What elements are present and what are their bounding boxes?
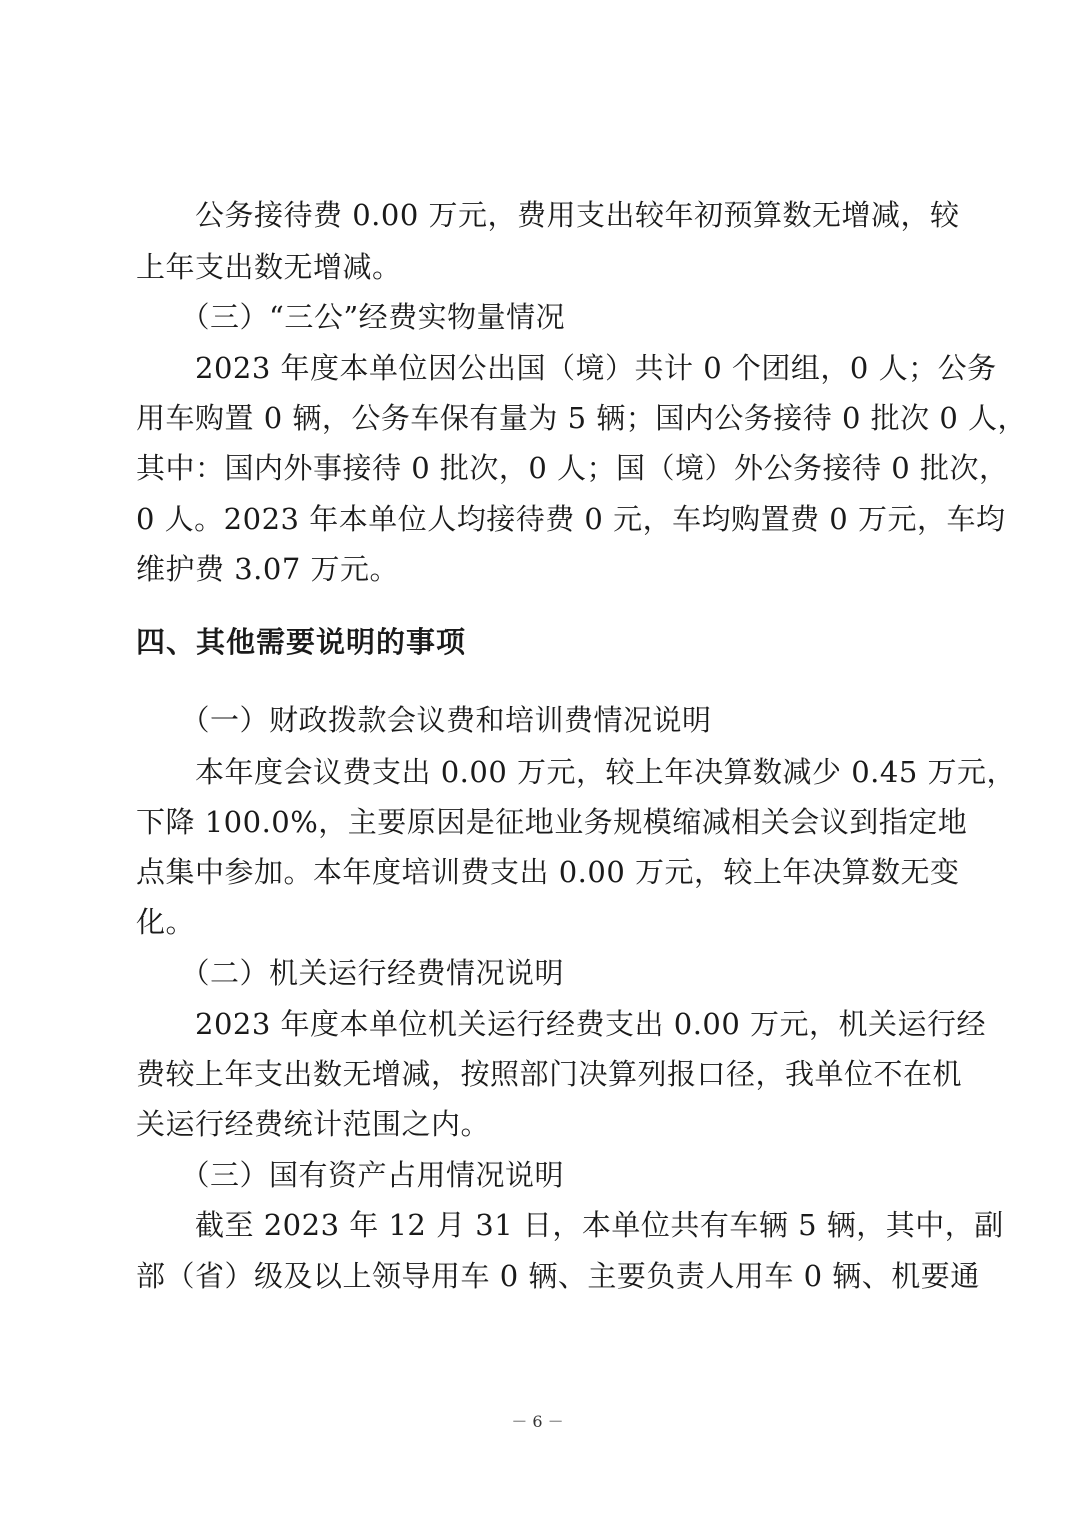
paragraph-line: 关运行经费统计范围之内。 xyxy=(136,1107,491,1141)
paragraph-line: 2023 年度本单位机关运行经费支出 0.00 万元，机关运行经 xyxy=(136,1007,987,1041)
paragraph-line: 2023 年度本单位因公出国（境）共计 0 个团组，0 人；公务 xyxy=(136,351,997,385)
paragraph-line: 维护费 3.07 万元。 xyxy=(136,552,400,586)
paragraph-line: 截至 2023 年 12 月 31 日，本单位共有车辆 5 辆，其中，副 xyxy=(136,1208,1004,1242)
paragraph-line: 0 人。2023 年本单位人均接待费 0 元，车均购置费 0 万元，车均 xyxy=(136,502,1006,536)
paragraph-line: 公务接待费 0.00 万元，费用支出较年初预算数无增减，较 xyxy=(136,198,960,232)
paragraph-line: 用车购置 0 辆，公务车保有量为 5 辆；国内公务接待 0 批次 0 人， xyxy=(136,401,1028,435)
paragraph-line: 部（省）级及以上领导用车 0 辆、主要负责人用车 0 辆、机要通 xyxy=(136,1259,980,1293)
paragraph-line: 其中：国内外事接待 0 批次，0 人；国（境）外公务接待 0 批次， xyxy=(136,451,1009,485)
subsection-heading: （三）“三公”经费实物量情况 xyxy=(136,300,566,334)
paragraph-line: 费较上年支出数无增减，按照部门决算列报口径，我单位不在机 xyxy=(136,1057,963,1091)
section-heading: 四、其他需要说明的事项 xyxy=(136,625,467,659)
page-number: － 6 － xyxy=(511,1412,564,1431)
paragraph-line: 下降 100.0%，主要原因是征地业务规模缩减相关会议到指定地 xyxy=(136,805,968,839)
paragraph-line: 上年支出数无增减。 xyxy=(136,250,402,284)
paragraph-line: 本年度会议费支出 0.00 万元，较上年决算数减少 0.45 万元， xyxy=(136,755,1017,789)
subsection-heading: （二）机关运行经费情况说明 xyxy=(136,956,565,990)
subsection-heading: （一）财政拨款会议费和培训费情况说明 xyxy=(136,703,712,737)
paragraph-line: 点集中参加。本年度培训费支出 0.00 万元，较上年决算数无变 xyxy=(136,855,960,889)
paragraph-line: 化。 xyxy=(136,905,196,939)
subsection-heading: （三）国有资产占用情况说明 xyxy=(136,1158,565,1192)
